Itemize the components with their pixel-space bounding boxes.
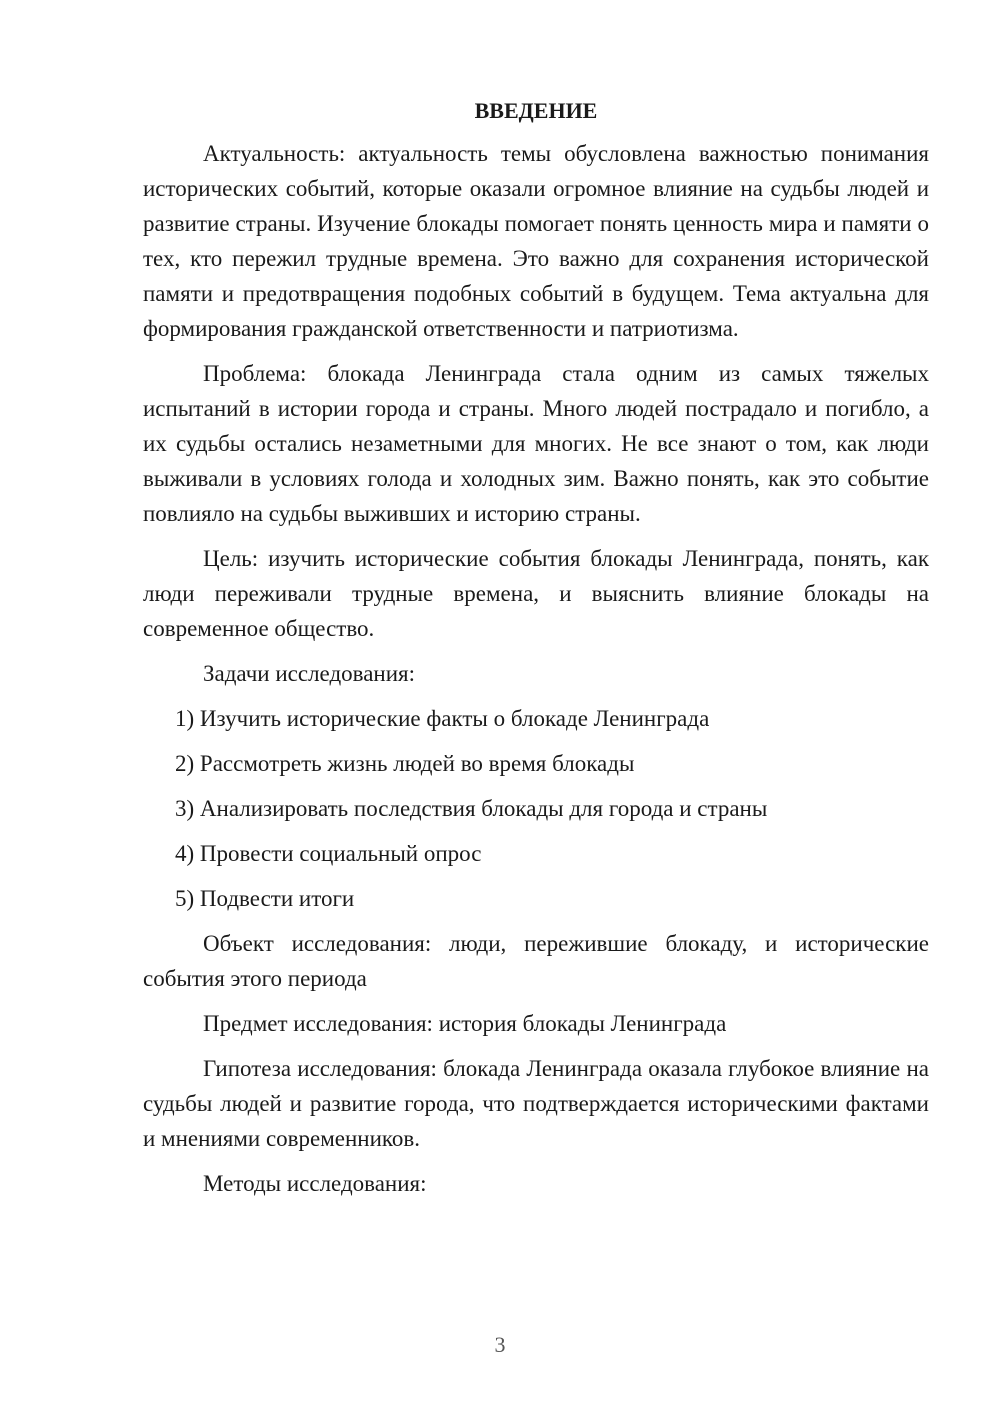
- problem-paragraph: Проблема: блокада Ленинграда стала одним из самых тяжелых испытаний в истории города и страны. Много людей пострадало и погибло, а их судьбы остались незаметными для многих. Не все знают о том, как люди выживали в условиях голода и холодных зим. Важно понять, как это событие повлияло на судьбы выживших и историю страны.: [143, 361, 929, 526]
- task-item-2: 2) Рассмотреть жизнь людей во время блокады: [175, 751, 635, 776]
- page-number: 3: [494, 1332, 506, 1357]
- tasks-heading: Задачи исследования:: [203, 661, 416, 686]
- subject-paragraph: Предмет исследования: история блокады Ленинграда: [203, 1011, 727, 1036]
- hypothesis-paragraph: Гипотеза исследования: блокада Ленинграда оказала глубокое влияние на судьбы людей и развитие города, что подтверждается историческими фактами и мнениями современников.: [143, 1056, 929, 1151]
- relevance-paragraph: Актуальность: актуальность темы обусловлена важностью понимания исторических событий, которые оказали огромное влияние на судьбы людей и развитие страны. Изучение блокады помогает понять ценность мира и памяти о тех, кто пережил трудные времена. Это важно для сохранения исторической памяти и предотвращения подобных событий в будущем. Тема актуальна для формирования гражданской ответственности и патриотизма.: [143, 141, 929, 341]
- methods-heading: Методы исследования:: [203, 1171, 427, 1196]
- object-paragraph: Объект исследования: люди, пережившие блокаду, и исторические события этого периода: [143, 931, 929, 991]
- task-item-1: 1) Изучить исторические факты о блокаде Ленинграда: [175, 706, 710, 731]
- task-item-5: 5) Подвести итоги: [175, 886, 355, 911]
- task-item-4: 4) Провести социальный опрос: [175, 841, 482, 866]
- task-item-3: 3) Анализировать последствия блокады для города и страны: [175, 796, 768, 821]
- page-content: [143, 96, 929, 1211]
- page-title: ВВЕДЕНИЕ: [474, 98, 598, 123]
- goal-paragraph: Цель: изучить исторические события блокады Ленинграда, понять, как люди переживали трудные времена, и выяснить влияние блокады на современное общество.: [143, 546, 929, 641]
- tasks-list: [143, 701, 929, 916]
